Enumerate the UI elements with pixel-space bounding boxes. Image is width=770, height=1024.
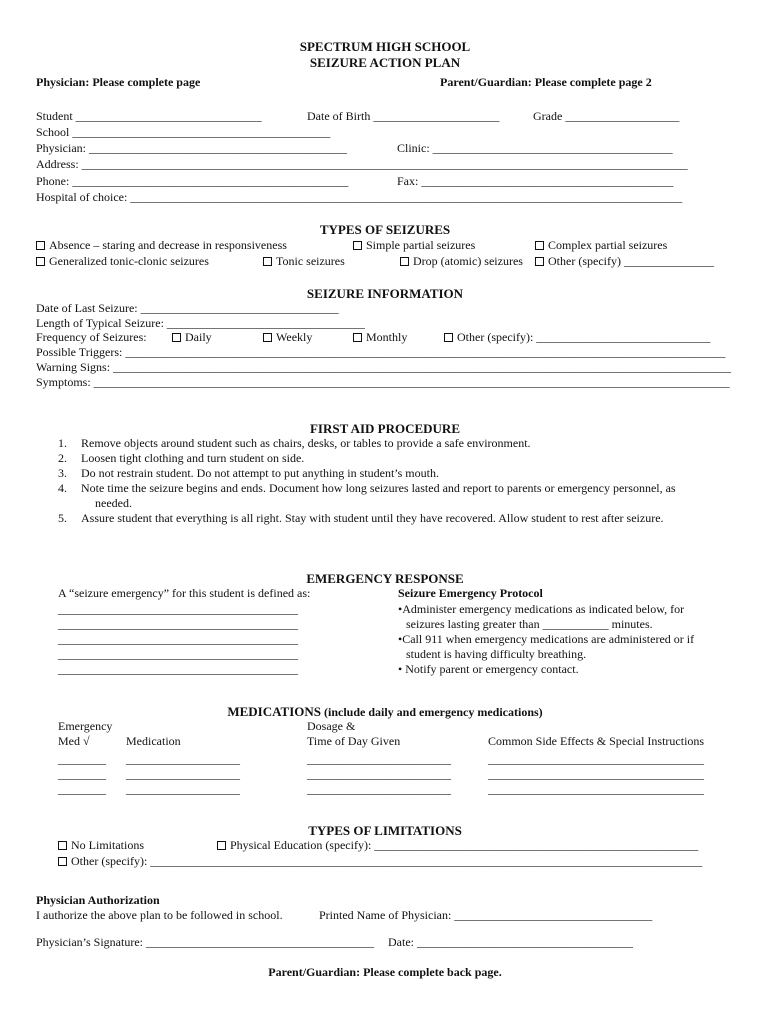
first-aid-step: Remove objects around student such as chairs, desks, or tables to provide a safe environment. [81,436,531,450]
checkbox-icon[interactable] [58,841,67,850]
checkbox-icon[interactable] [36,257,45,266]
emergency-definition-line[interactable]: ________________________________________ [58,602,298,616]
checkbox-label: No Limitations [71,838,144,852]
checkbox-label: Physical Education (specify): ______________________________________________________ [230,838,699,852]
step-number: 5. [58,511,67,525]
plan-title: SEIZURE ACTION PLAN [309,55,461,70]
med-dosage-cell[interactable]: ________________________ [307,752,451,766]
protocol-line: • Notify parent or emergency contact. [398,662,579,676]
checkbox-label: Simple partial seizures [366,238,476,252]
med-side-effects-cell[interactable]: ____________________________________ [488,782,704,796]
authorization-statement: I authorize the above plan to be followed in school. [36,908,283,922]
emergency-definition-line[interactable]: ________________________________________ [58,647,298,661]
triggers-field[interactable]: Possible Triggers: ____________________________________________________________________________________________________ [36,345,726,359]
seizure-length-field[interactable]: Length of Typical Seizure: _________________________________ [36,316,365,330]
medications-subtitle: (include daily and emergency medications) [324,705,543,719]
physician-instruction: Physician: Please complete page [36,75,201,89]
school-name: SPECTRUM HIGH SCHOOL [299,39,471,54]
checkbox-icon[interactable] [535,257,544,266]
checkbox-icon[interactable] [263,257,272,266]
col-side-effects: Common Side Effects & Special Instructions [488,734,705,748]
checkbox-generalized[interactable] [36,254,209,269]
printed-name-field[interactable]: Printed Name of Physician: _________________________________ [319,908,653,922]
checkbox-icon[interactable] [353,333,362,342]
med-name-cell[interactable]: ___________________ [126,767,240,781]
frequency-label: Frequency of Seizures: [36,330,147,344]
checkbox-icon[interactable] [36,241,45,250]
checkbox-icon[interactable] [172,333,181,342]
checkbox-weekly[interactable] [263,330,312,345]
checkbox-label: Other (specify): _____________________________ [457,330,711,344]
checkbox-icon[interactable] [444,333,453,342]
emergency-definition-line[interactable]: ________________________________________ [58,632,298,646]
med-side-effects-cell[interactable]: ____________________________________ [488,767,704,781]
emergency-response-title: EMERGENCY RESPONSE [306,571,464,586]
medications-heading [0,704,770,720]
checkbox-complex-partial[interactable] [535,238,667,253]
checkbox-tonic[interactable] [263,254,345,269]
med-dosage-cell[interactable]: ________________________ [307,767,451,781]
address-field[interactable]: Address: _____________________________________________________________________________________________________ [36,157,688,171]
col-medication: Medication [126,734,181,748]
protocol-line: seizures lasting greater than ___________ minutes. [406,617,653,631]
protocol-line: •Call 911 when emergency medications are administered or if [398,632,695,646]
checkbox-label: Other (specify): ____________________________________________________________________________________________ [71,854,703,868]
step-number: 3. [58,466,67,480]
checkbox-icon[interactable] [217,841,226,850]
date-of-birth-field[interactable]: Date of Birth _____________________ [307,109,500,123]
fax-field[interactable]: Fax: __________________________________________ [397,174,674,188]
checkbox-no-limitations[interactable] [58,838,144,853]
checkbox-label: Daily [185,330,212,344]
first-aid-step: Do not restrain student. Do not attempt to put anything in student’s mouth. [81,466,439,480]
checkbox-label: Absence – staring and decrease in responsiveness [49,238,287,252]
protocol-line: student is having difficulty breathing. [406,647,587,661]
last-seizure-field[interactable]: Date of Last Seizure: _________________________________ [36,301,339,315]
checkbox-icon[interactable] [263,333,272,342]
checkbox-physical-education[interactable] [217,838,698,853]
checkbox-label: Drop (atomic) seizures [413,254,523,268]
student-field[interactable]: Student _______________________________ [36,109,262,123]
med-emergency-cell[interactable]: ________ [58,767,106,781]
checkbox-icon[interactable] [535,241,544,250]
school-field[interactable]: School ___________________________________________ [36,125,331,139]
med-name-cell[interactable]: ___________________ [126,782,240,796]
checkbox-icon[interactable] [58,857,67,866]
phone-field[interactable]: Phone: ______________________________________________ [36,174,349,188]
first-aid-step: Assure student that everything is all right. Stay with student until they have recovered. Allow student to rest after seizure. [81,511,664,525]
medications-title: MEDICATIONS [227,704,321,719]
checkbox-label: Weekly [276,330,313,344]
first-aid-step: Loosen tight clothing and turn student on side. [81,451,305,465]
grade-field[interactable]: Grade ___________________ [533,109,680,123]
checkbox-other-seizure[interactable] [535,254,714,269]
checkbox-other-frequency[interactable] [444,330,710,345]
date-field[interactable]: Date: ____________________________________ [388,935,633,949]
med-emergency-cell[interactable]: ________ [58,782,106,796]
step-number: 1. [58,436,67,450]
checkbox-simple-partial[interactable] [353,238,475,253]
col-time-of-day: Time of Day Given [307,734,401,748]
footer-note: Parent/Guardian: Please complete back page. [268,965,502,979]
types-of-seizures-title: TYPES OF SEIZURES [319,222,451,237]
col-dosage: Dosage & [307,719,356,733]
col-emergency: Emergency [58,719,113,733]
protocol-title: Seizure Emergency Protocol [398,586,543,600]
checkbox-other-limitation[interactable] [58,854,702,869]
col-emergency-med: Med √ [58,734,90,748]
checkbox-label: Tonic seizures [276,254,345,268]
first-aid-step-continued: needed. [95,496,132,510]
med-name-cell[interactable]: ___________________ [126,752,240,766]
protocol-line: •Administer emergency medications as indicated below, for [398,602,685,616]
checkbox-label: Other (specify) _______________ [548,254,714,268]
first-aid-step: Note time the seizure begins and ends. Document how long seizures lasted and report to parents or emergency personnel, as [81,481,676,495]
checkbox-drop[interactable] [400,254,523,269]
emergency-definition-line[interactable]: ________________________________________ [58,662,298,676]
step-number: 2. [58,451,67,465]
med-side-effects-cell[interactable]: ____________________________________ [488,752,704,766]
med-emergency-cell[interactable]: ________ [58,752,106,766]
checkbox-label: Generalized tonic-clonic seizures [49,254,209,268]
emergency-definition-line[interactable]: ________________________________________ [58,617,298,631]
checkbox-daily[interactable] [172,330,212,345]
warning-signs-field[interactable]: Warning Signs: _______________________________________________________________________________________________________ [36,360,732,374]
checkbox-monthly[interactable] [353,330,407,345]
symptoms-field[interactable]: Symptoms: __________________________________________________________________________________________________________ [36,375,730,389]
parent-instruction: Parent/Guardian: Please complete page 2 [440,75,652,89]
seizure-information-title: SEIZURE INFORMATION [306,286,464,301]
checkbox-label: Monthly [366,330,408,344]
physician-field[interactable]: Physician: ___________________________________________ [36,141,347,155]
checkbox-icon[interactable] [353,241,362,250]
checkbox-absence[interactable] [36,238,287,253]
limitations-title: TYPES OF LIMITATIONS [308,823,462,838]
checkbox-icon[interactable] [400,257,409,266]
checkbox-label: Complex partial seizures [548,238,668,252]
clinic-field[interactable]: Clinic: ________________________________________ [397,141,673,155]
med-dosage-cell[interactable]: ________________________ [307,782,451,796]
authorization-title: Physician Authorization [36,893,160,907]
emergency-definition: A “seizure emergency” for this student is defined as: [58,586,311,600]
hospital-field[interactable]: Hospital of choice: ____________________________________________________________________________________________ [36,190,683,204]
signature-field[interactable]: Physician’s Signature: ______________________________________ [36,935,374,949]
step-number: 4. [58,481,67,495]
first-aid-title: FIRST AID PROCEDURE [309,421,460,436]
